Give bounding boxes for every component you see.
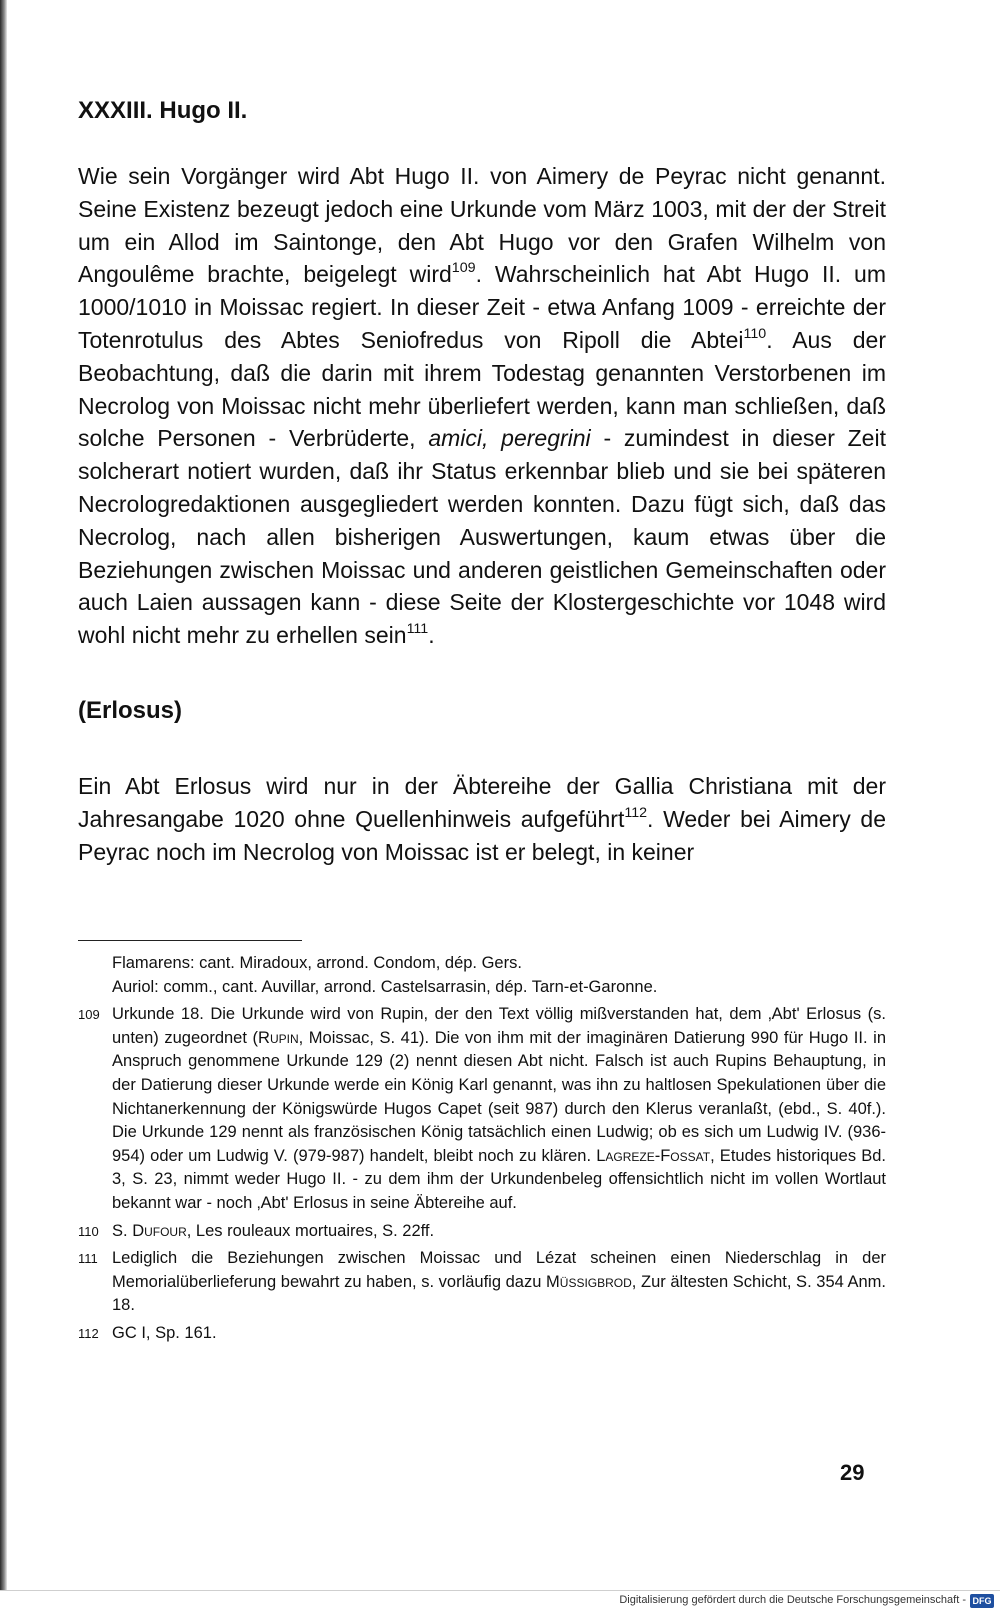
digitization-footer (0, 1590, 1000, 1613)
footnote-ref: 109 (451, 260, 476, 277)
author-name: Dufour (132, 1221, 187, 1240)
footnote-text: GC I, Sp. 161. (112, 1323, 217, 1342)
footnote-continuation: Flamarens: cant. Miradoux, arrond. Condom, dép. Gers. (112, 954, 522, 972)
section-heading-hugo: XXXIII. Hugo II. (78, 97, 248, 124)
text-segment: Ein Abt Erlosus wird nur in der Äbtereihe der Gallia Christiana mit der Jahresangabe 1020 ohne Quellenhinweis aufgeführt (78, 772, 886, 832)
footnote-ref: 111 (406, 621, 429, 638)
section-heading-erlosus: (Erlosus) (78, 696, 183, 724)
footnote-text (112, 1003, 886, 1215)
footnotes (78, 952, 886, 1346)
paragraph-hugo (78, 160, 886, 652)
footnote-divider (78, 940, 302, 941)
text-segment: , Moissac, S. 41). Die von ihm mit der imaginären Datierung 990 für Hugo II. in Anspruch genommene Urkunde 129 (2) nennt diesen Abt nicht. Falsch ist auch Rupins Behauptung, in der Datierung dieser Urkunde werde ein König Karl genannt, was ihn zu haltlosen Spekulationen über die Nichtanerkennung der Königswürde Hugos Capet (seit 987) durch den Klerus veranlaßt, (ebd., S. 40f.). Die Urkunde 129 nennt als französischen König tatsächlich einen Ludwig; ob es sich um Ludwig IV. (936-954) oder um Ludwig V. (979-987) handelt, bleibt noch zu klären. (112, 1028, 886, 1165)
footnote-ref: 110 (743, 325, 767, 342)
footnote-text (112, 1247, 886, 1318)
text-segment: - zumindest in dieser Zeit solcherart notiert wurden, daß ihr Status erkennbar blieb und sie bei späteren Necrologredaktionen ausgegliedert werden konnten. Dazu fügt sich, daß das Necrolog, nach allen bisherigen Auswertungen, kaum etwas über die Beziehungen zwischen Moissac und anderen geistlichen Gemeinschaften oder auch Laien aussagen kann - diese Seite der Klostergeschichte vor 1048 wird wohl nicht mehr zu erhellen sein (78, 425, 886, 649)
footnote-continuation: Auriol: comm., cant. Auvillar, arrond. Castelsarrasin, dép. Tarn-et-Garonne. (112, 977, 658, 996)
footnote-number: 111 (78, 1251, 98, 1267)
scan-edge (0, 0, 7, 1590)
text-segment: Wie sein Vorgänger wird Abt Hugo II. von Aimery de Peyrac nicht genannt. Seine Existenz bezeugt jedoch eine Urkunde vom März 1003, mit der der Streit um ein Allod im Saintonge, den Abt Hugo vor den Grafen Wilhelm von Angoulême brachte, beigelegt wird (78, 163, 886, 288)
author-name: Müssigbrod (546, 1272, 632, 1291)
paragraph-erlosus (78, 770, 886, 868)
text-segment: , Zur ältesten Schicht, S. 354 Anm. 18. (112, 1272, 887, 1315)
footnote-number: 112 (78, 1325, 99, 1341)
footer-credit: Digitalisierung gefördert durch die Deutsche Forschungsgemeinschaft - (619, 1594, 966, 1606)
author-name: Rupin (258, 1028, 299, 1047)
text-segment: , Etudes historiques Bd. 3, S. 23, nimmt weder Hugo II. - zu dem ihm der Urkundenbeleg offensichtlich nicht im vollen Wortlaut bekannt war - noch ‚Abt' Erlosus in seine Äbtereihe auf. (112, 1146, 886, 1212)
main-text (78, 96, 886, 868)
text-segment: . Weder bei Aimery de Peyrac noch im Necrolog von Moissac ist er belegt, in keiner (78, 805, 886, 865)
footnote-text (112, 1220, 886, 1244)
text-segment: , Les rouleaux mortuaires, S. 22ff. (186, 1221, 435, 1240)
text-segment: Urkunde 18. Die Urkunde wird von Rupin, der den Text völlig mißverstanden hat, dem ‚Abt' Erlosus (s. unten) zugeordnet ( (112, 1005, 886, 1047)
footnote-109 (78, 1003, 886, 1215)
footnote-111 (78, 1247, 886, 1318)
text-segment: . Wahrscheinlich hat Abt Hugo II. um 1000/1010 in Moissac regiert. In dieser Zeit - etwa Anfang 1009 - erreichte der Totenrotulus des Abtes Seniofredus von Ripoll die Abtei (78, 261, 886, 353)
page-number: 29 (840, 1460, 865, 1485)
text-segment: . (428, 622, 435, 649)
italic-text: amici, peregrini (428, 425, 591, 452)
footnote-number: 110 (78, 1223, 99, 1239)
footnote-ref: 112 (624, 804, 648, 821)
text-segment: S. (112, 1221, 133, 1240)
dfg-logo[interactable]: DFG (970, 1594, 994, 1608)
author-name: Lagreze-Fossat (596, 1146, 711, 1165)
footnote-number: 109 (78, 1007, 100, 1023)
text-segment: Lediglich die Beziehungen zwischen Moissac und Lézat scheinen einen Niederschlag in der Memorialüberlieferung bewahrt zu haben, s. vorläufig dazu (112, 1249, 886, 1291)
footnote-110 (78, 1220, 886, 1244)
text-segment: . Aus der Beobachtung, daß die darin mit ihrem Todestag genannten Verstorbenen im Necrolog von Moissac nicht mehr überliefert werden, kann man schließen, daß solche Personen - Verbrüderte, (78, 326, 886, 452)
footnote-112 (78, 1322, 886, 1346)
